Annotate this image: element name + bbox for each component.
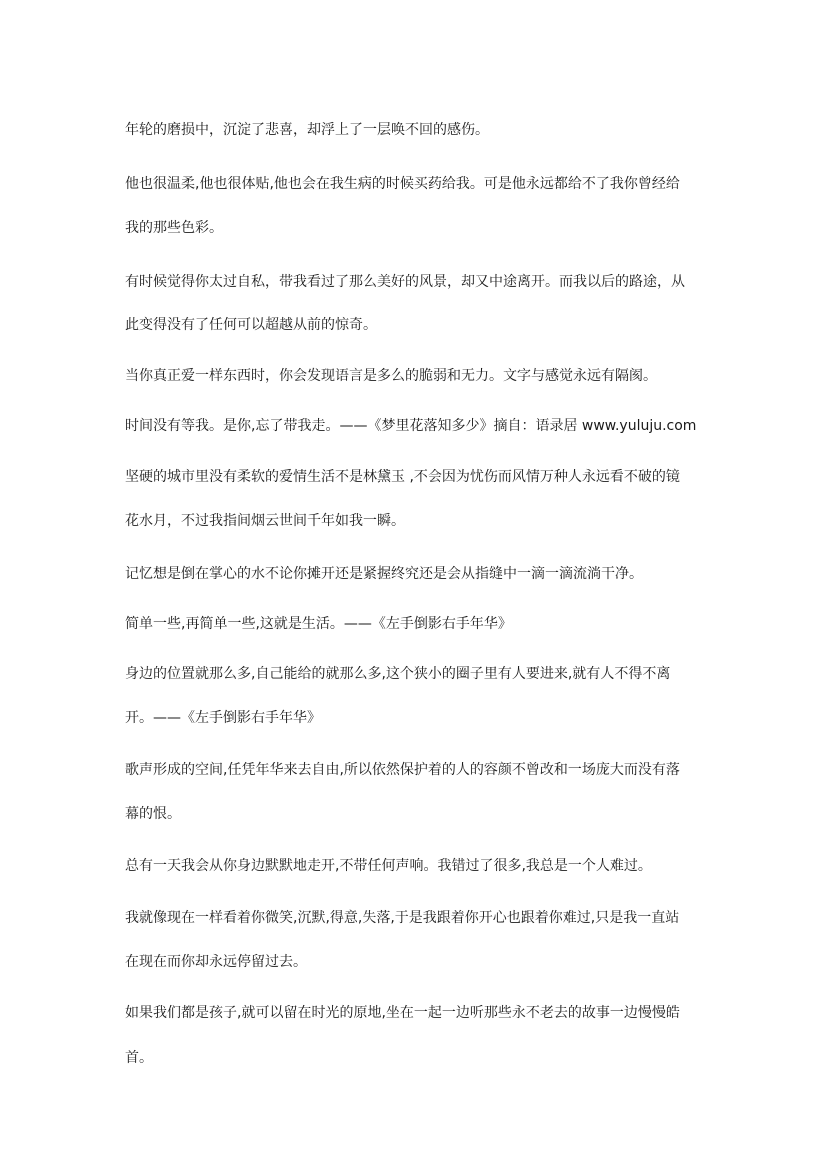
text-line: 在现在而你却永远停留过去。	[125, 954, 307, 970]
text-line: 记忆想是倒在掌心的水不论你摊开还是紧握终究还是会从指缝中一滴一滴流淌干净。	[125, 566, 643, 582]
text-line: 如果我们都是孩子,就可以留在时光的原地,坐在一起一边听那些永不老去的故事一边慢慢皓	[125, 1005, 680, 1021]
text-line: 总有一天我会从你身边默默地走开,不带任何声响。我错过了很多,我总是一个人难过。	[125, 858, 652, 874]
text-line: 当你真正爱一样东西时，你会发现语言是多么的脆弱和无力。文字与感觉永远有隔阂。	[125, 368, 657, 384]
text-line: 时间没有等我。是你,忘了带我走。——《梦里花落知多少》摘自：语录居 www.yuluju.com	[125, 418, 697, 434]
text-line: 花水月，不过我指间烟云世间千年如我一瞬。	[125, 513, 405, 529]
text-line: 身边的位置就那么多,自己能给的就那么多,这个狭小的圈子里有人要进来,就有人不得不离	[125, 666, 671, 682]
text-line: 开。——《左手倒影右手年华》	[125, 710, 321, 726]
text-line: 有时候觉得你太过自私，带我看过了那么美好的风景，却又中途离开。而我以后的路途，从	[125, 274, 685, 290]
text-line: 年轮的磨损中，沉淀了悲喜，却浮上了一层唤不回的感伤。	[125, 122, 489, 138]
text-line: 他也很温柔,他也很体贴,他也会在我生病的时候买药给我。可是他永远都给不了我你曾经给	[125, 176, 680, 192]
text-line: 简单一些,再简单一些,这就是生活。——《左手倒影右手年华》	[125, 616, 512, 632]
text-line: 幕的恨。	[125, 806, 181, 822]
text-line: 首。	[125, 1050, 153, 1066]
text-line: 坚硬的城市里没有柔软的爱情生活不是林黛玉 ,不会因为忧伤而风情万种人永远看不破的镜	[125, 469, 680, 485]
text-line: 我就像现在一样看着你微笑,沉默,得意,失落,于是我跟着你开心也跟着你难过,只是我一直站	[125, 910, 680, 926]
text-line: 此变得没有了任何可以超越从前的惊奇。	[125, 317, 377, 333]
text-line: 歌声形成的空间,任凭年华来去自由,所以依然保护着的人的容颜不曾改和一场庞大而没有落	[125, 762, 680, 778]
text-line: 我的那些色彩。	[125, 220, 223, 236]
